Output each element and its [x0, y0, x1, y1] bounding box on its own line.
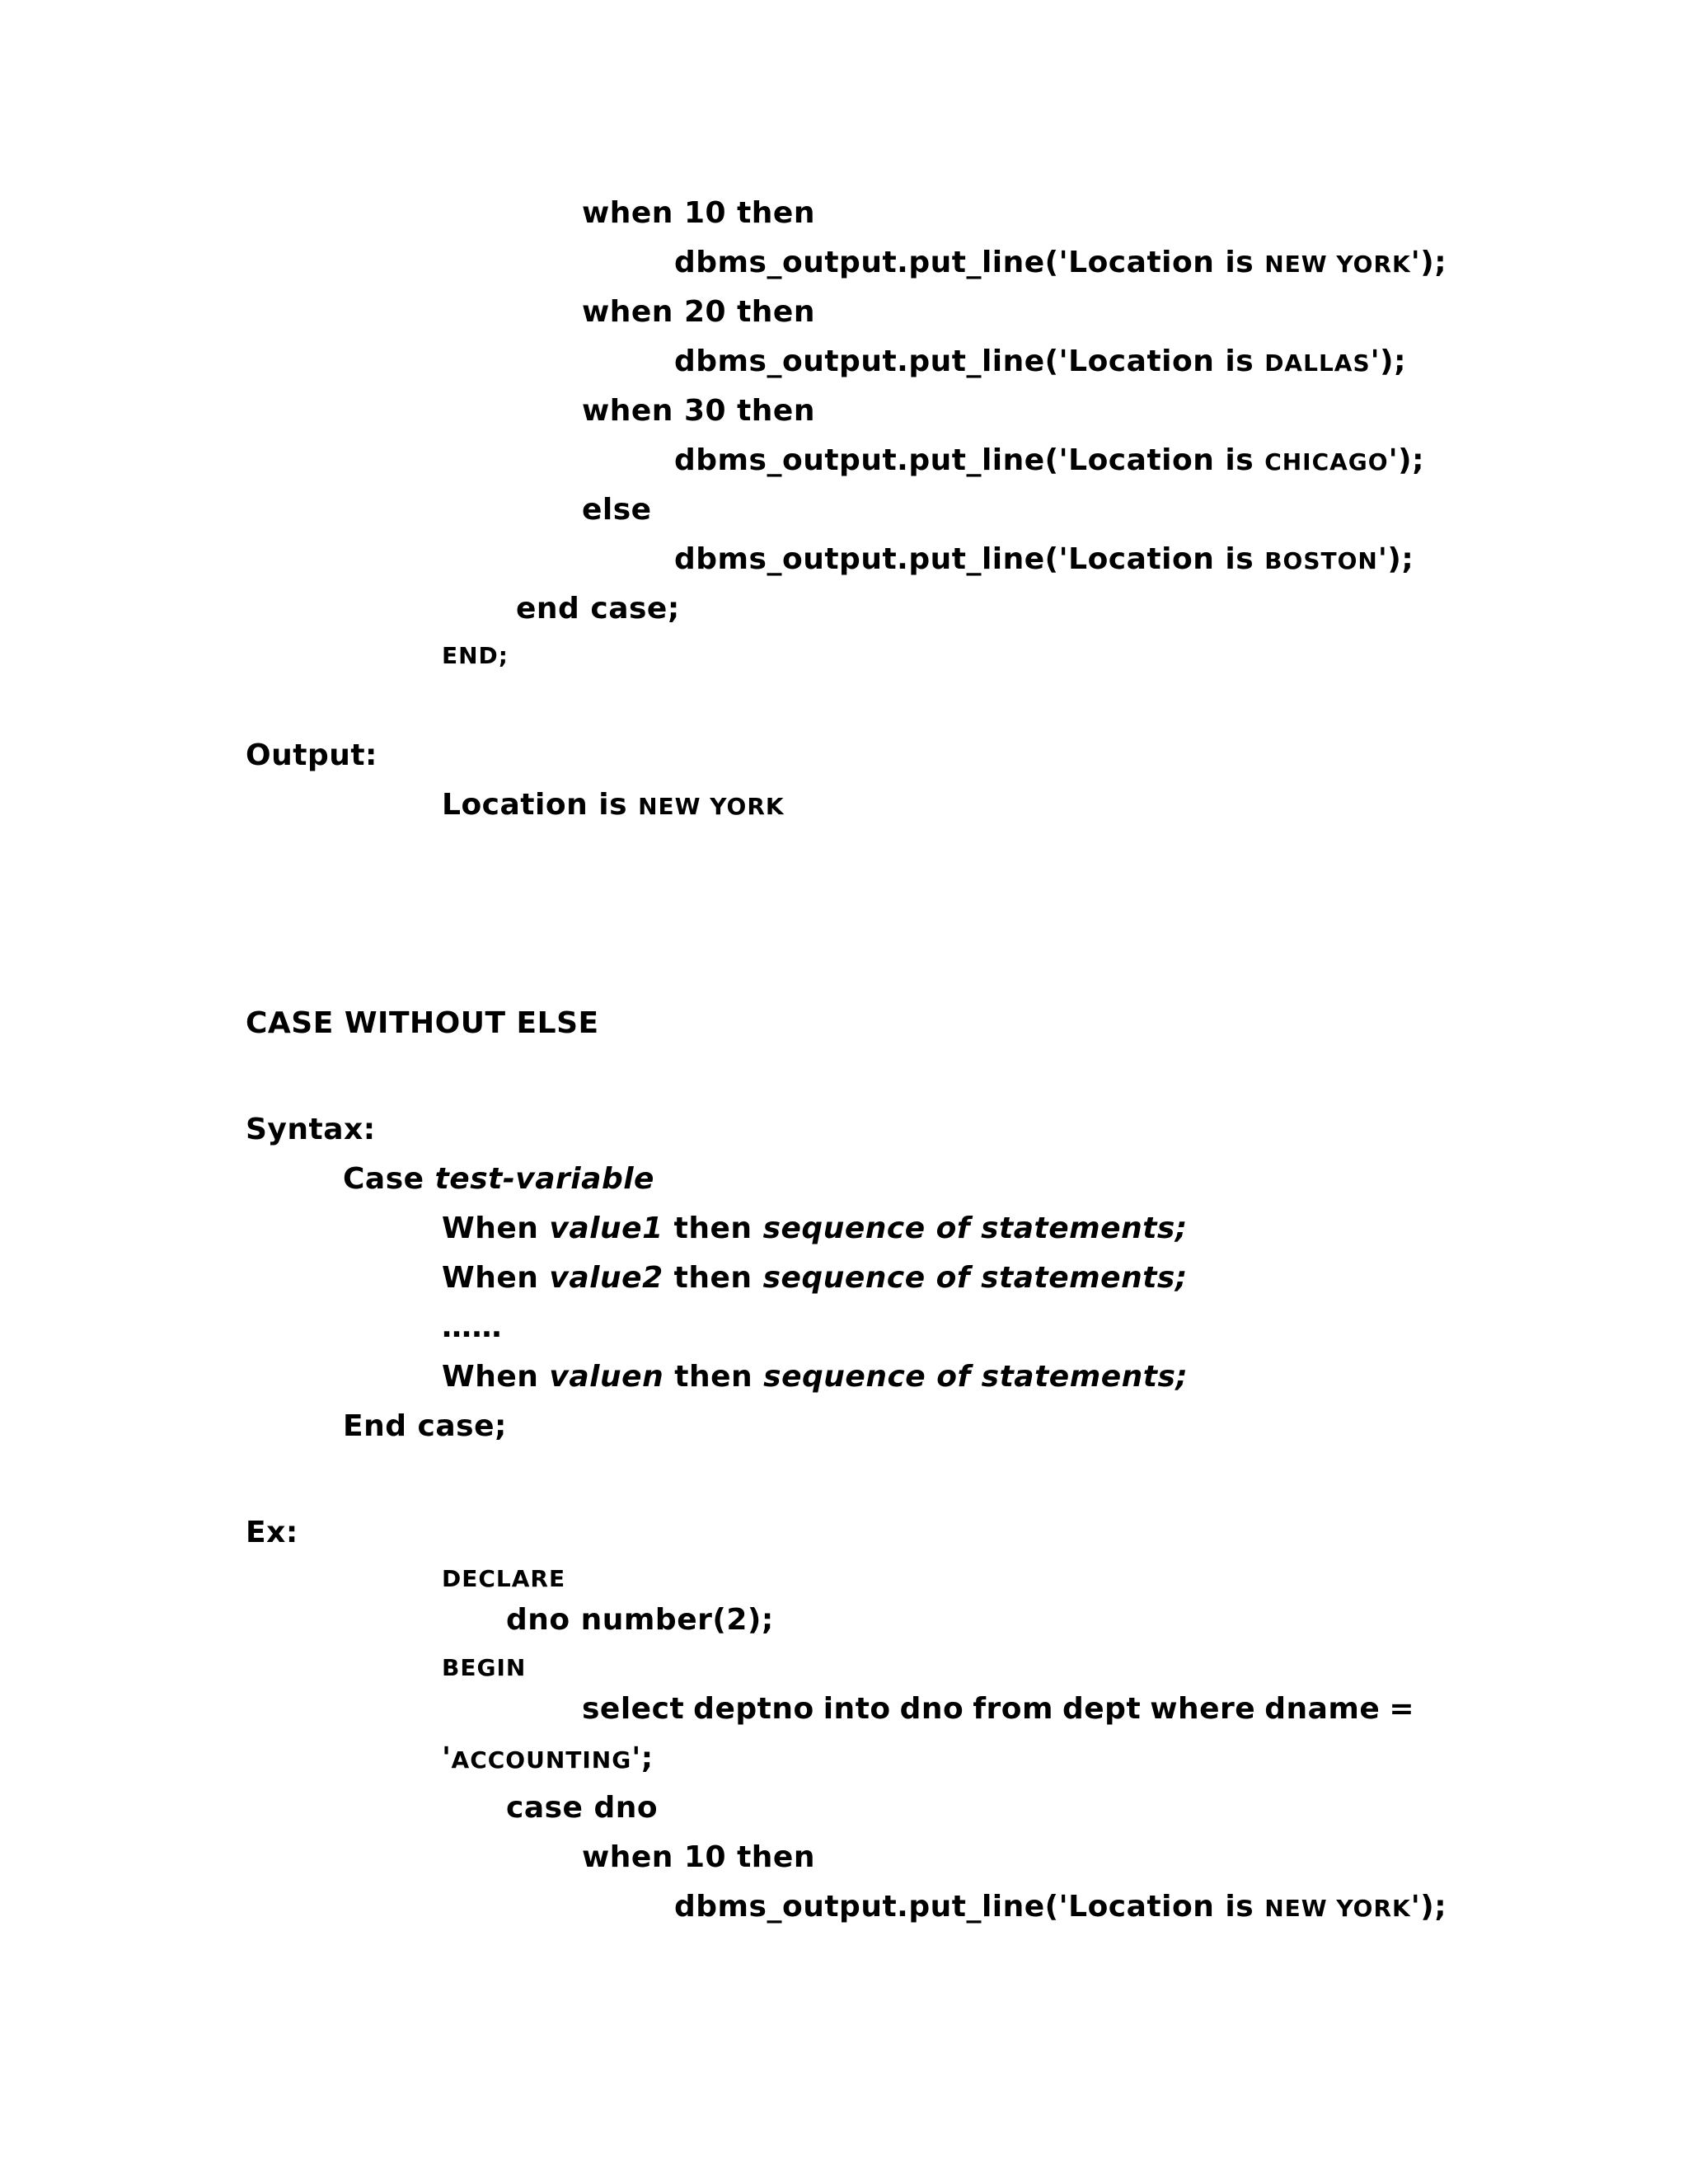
output-text: Location is [442, 788, 639, 822]
ellipsis-text: …… [442, 1310, 502, 1344]
code-line-else [582, 492, 652, 528]
heading-text: CASE WITHOUT ELSE [246, 1006, 599, 1040]
label-text: Ex: [246, 1516, 298, 1549]
code-text: '); [1410, 246, 1447, 279]
code-text: dno number(2); [506, 1603, 774, 1637]
city-name: DALLAS [1264, 349, 1371, 377]
syntax-line-when-value1 [442, 1211, 1188, 1247]
city-name: NEW YORK [1264, 251, 1411, 278]
code-text: else [582, 493, 652, 527]
output-label [246, 738, 377, 774]
placeholder-text: valuen [549, 1360, 664, 1394]
string-literal: ACCOUNTING [451, 1746, 632, 1774]
code-line-put-new-york [674, 245, 1447, 283]
code-line-when-20 [582, 294, 815, 330]
code-word: from [973, 1692, 1053, 1726]
code-text: dbms_output.put_line('Location is [674, 246, 1265, 279]
example-line-select [582, 1691, 1414, 1727]
code-line-when-10 [582, 195, 815, 232]
example-line-when-10 [582, 1840, 815, 1876]
code-word: dno [899, 1692, 964, 1726]
keyword-text: then [663, 1212, 763, 1245]
code-word: where [1150, 1692, 1256, 1726]
code-word: dept [1062, 1692, 1142, 1726]
keyword-text: DECLARE [442, 1565, 566, 1592]
placeholder-text: sequence of statements; [762, 1261, 1188, 1295]
code-text: '); [1410, 1890, 1447, 1924]
syntax-line-case [343, 1161, 654, 1197]
placeholder-text: value2 [549, 1261, 663, 1295]
code-word: select [582, 1692, 685, 1726]
label-text: Syntax: [246, 1113, 376, 1146]
example-line-put-new-york [674, 1889, 1447, 1927]
label-text: Output: [246, 738, 377, 772]
code-word: = [1389, 1692, 1414, 1726]
code-line-put-dallas [674, 344, 1406, 382]
keyword-text: When [442, 1261, 550, 1295]
code-text: ' [442, 1741, 452, 1775]
code-text: '; [631, 1741, 654, 1775]
code-text: when 10 then [582, 196, 815, 230]
example-line-dno-decl [506, 1602, 774, 1638]
code-word: dname [1264, 1692, 1381, 1726]
example-line-begin [442, 1650, 526, 1686]
example-label [246, 1515, 298, 1551]
code-text: '); [1388, 443, 1424, 477]
code-text: '); [1370, 344, 1406, 378]
syntax-line-end-case [343, 1408, 507, 1445]
code-line-put-boston [674, 541, 1414, 579]
output-line [442, 787, 785, 825]
keyword-text: then [663, 1261, 763, 1295]
code-text: END; [442, 642, 509, 669]
keyword-text: Case [343, 1162, 435, 1196]
code-line-end-case [516, 591, 680, 627]
example-line-declare [442, 1561, 565, 1597]
section-heading [246, 1005, 599, 1042]
code-line-when-30 [582, 393, 815, 429]
code-text: '); [1377, 542, 1414, 576]
code-text: dbms_output.put_line('Location is [674, 443, 1265, 477]
keyword-text: then [663, 1360, 764, 1394]
code-text: when 30 then [582, 394, 815, 428]
keyword-text: BEGIN [442, 1654, 527, 1681]
syntax-line-ellipsis [442, 1310, 502, 1346]
code-text: dbms_output.put_line('Location is [674, 1890, 1265, 1924]
city-name: BOSTON [1264, 547, 1378, 574]
placeholder-text: sequence of statements; [762, 1212, 1188, 1245]
example-line-accounting [442, 1741, 654, 1779]
code-word: deptno [693, 1692, 814, 1726]
keyword-text: When [442, 1212, 550, 1245]
example-line-case-dno [506, 1790, 658, 1826]
syntax-line-when-valuen [442, 1359, 1188, 1395]
code-word: into [823, 1692, 891, 1726]
city-name: NEW YORK [638, 793, 785, 820]
syntax-line-when-value2 [442, 1260, 1188, 1296]
city-name: NEW YORK [1264, 1895, 1411, 1922]
keyword-text: When [442, 1360, 550, 1394]
code-text: end case; [516, 592, 680, 626]
city-name: CHICAGO [1264, 448, 1389, 476]
keyword-text: End case; [343, 1409, 507, 1443]
placeholder-text: value1 [549, 1212, 663, 1245]
placeholder-text: test-variable [434, 1162, 654, 1196]
code-text: case dno [506, 1791, 659, 1825]
code-text: dbms_output.put_line('Location is [674, 542, 1265, 576]
code-line-end [442, 638, 509, 674]
code-line-put-chicago [674, 443, 1424, 480]
code-text: dbms_output.put_line('Location is [674, 344, 1265, 378]
placeholder-text: sequence of statements; [763, 1360, 1189, 1394]
code-text: when 10 then [582, 1840, 815, 1874]
code-text: when 20 then [582, 295, 815, 329]
syntax-label [246, 1112, 376, 1148]
